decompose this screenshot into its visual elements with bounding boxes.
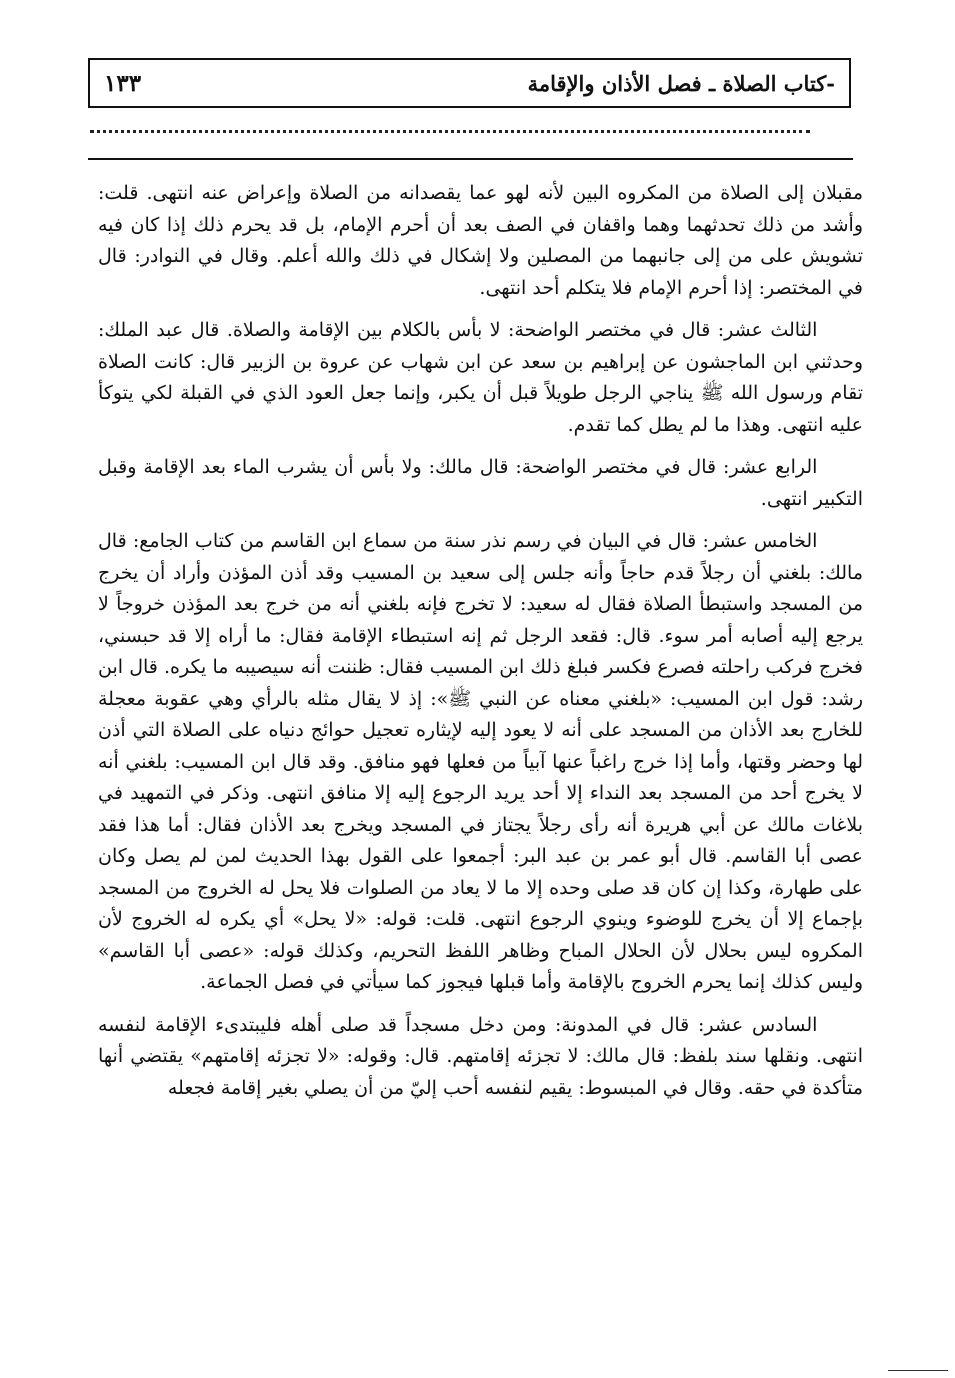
page-number: ١٣٣ (104, 69, 142, 97)
paragraph-fourteenth: الرابع عشر: قال في مختصر الواضحة: قال مالك: ولا بأس أن يشرب الماء بعد الإقامة وقبل التكبير انتهى. (98, 456, 863, 510)
paragraph-continuation: مقبلان إلى الصلاة من المكروه البين لأنه لهو عما يقصدانه من الصلاة وإعراض عنه انتهى. قلت: وأشد من ذلك تحدثهما وهما واقفان في الصف بعد أن أحرم الإمام، بل قد يحرم ذلك إذا كان فيه تشويش على من إلى جانبهما من المصلين ولا إشكال في ذلك والله أعلم. وقال في النوادر: قال في المختصر: إذا أحرم الإمام فلا يتكلم أحد انتهى. (98, 182, 863, 299)
main-text (98, 178, 863, 1370)
running-title: -كتاب الصلاة ـ فصل الأذان والإقامة (527, 70, 835, 96)
paragraph-fifteenth: الخامس عشر: قال في البيان في رسم نذر سنة من سماع ابن القاسم من كتاب الجامع: قال مالك: بلغني أن رجلاً قدم حاجاً وأنه جلس إلى سعيد بن المسيب وقد أذن المؤذن وأراد أن يخرج من المسجد واستبطأ الصلاة فقال له سعيد: لا تخرج فإنه بلغني أنه من خرج بعد المؤذن خروجاً لا يرجع إليه أصابه أمر سوء. قال: فقعد الرجل ثم إنه استبطاء الإقامة فقال: ما أراه إلا قد حبسني، فخرج فركب راحلته فصرع فكسر فبلغ ذلك ابن المسيب فقال: ظننت أنه سيصيبه ما يكره. قال ابن رشد: قول ابن المسيب: «بلغني معناه عن النبي ﷺ»: إذ لا يقال مثله بالرأي وهي عقوبة معجلة للخارج بعد الأذان من المسجد على أنه لا يعود إليه لإيثاره تعجيل حوائج دنياه على الصلاة التي أذن لها وحضر وقتها، وأما إذا خرج راغباً عنها آبياً من فعلها فهو منافق. وقد قال ابن المسيب: بلغني أنه لا يخرج أحد من المسجد بعد النداء إلا أحد يريد الرجوع إليه إلا منافق انتهى. وذكر في التمهيد في بلاغات مالك عن أبي هريرة أنه رأى رجلاً يجتاز في المسجد ويخرج بعد الأذان فقال: أما هذا فقد عصى أبا القاسم. قال أبو عمر بن عبد البر: أجمعوا على القول بهذا الحديث لمن لم يصل وكان على طهارة، وكذا إن كان قد صلى وحده إلا ما لا يعاد من الصلوات فلا يحل له الخروج من المسجد بإجماع إلا أن يخرج للوضوء وينوي الرجوع انتهى. قلت: قوله: «لا يحل» أي يكره له الخروج لأن المكروه ليس بحلال لأن الحلال المباح وظاهر اللفظ التحريم، وكذلك قوله: «عصى أبا القاسم» وليس كذلك إنما يحرم الخروج بالإقامة وأما قبلها فيجوز كما سيأتي في فصل الجماعة. (98, 530, 863, 993)
paragraph-sixteenth: السادس عشر: قال في المدونة: ومن دخل مسجداً قد صلى أهله فليبتدىء الإقامة لنفسه انتهى. ونقلها سند بلفظ: قال مالك: لا تجزئه إقامتهم. قال: وقوله: «لا تجزئه إقامتهم» يقتضي أنها متأكدة في حقه. وقال في المبسوط: يقيم لنفسه أحب إليّ من أن يصلي بغير إقامة فجعله (98, 1013, 863, 1099)
header-rule (88, 158, 853, 160)
paragraph-thirteenth: الثالث عشر: قال في مختصر الواضحة: لا بأس بالكلام بين الإقامة والصلاة. قال عبد الملك: وحدثني ابن الماجشون عن إبراهيم بن سعد عن ابن شهاب عن عروة بن الزبير قال: كانت الصلاة تقام ورسول الله ﷺ يناجي الرجل طويلاً قبل أن يكبر، وإنما جعل العود الذي في القبلة لكي يتوكأ عليه انتهى. وهذا ما لم يطل كما تقدم. (98, 319, 863, 436)
running-header (88, 58, 851, 108)
scan-edge-mark (888, 1370, 948, 1371)
dotted-divider (90, 130, 810, 133)
